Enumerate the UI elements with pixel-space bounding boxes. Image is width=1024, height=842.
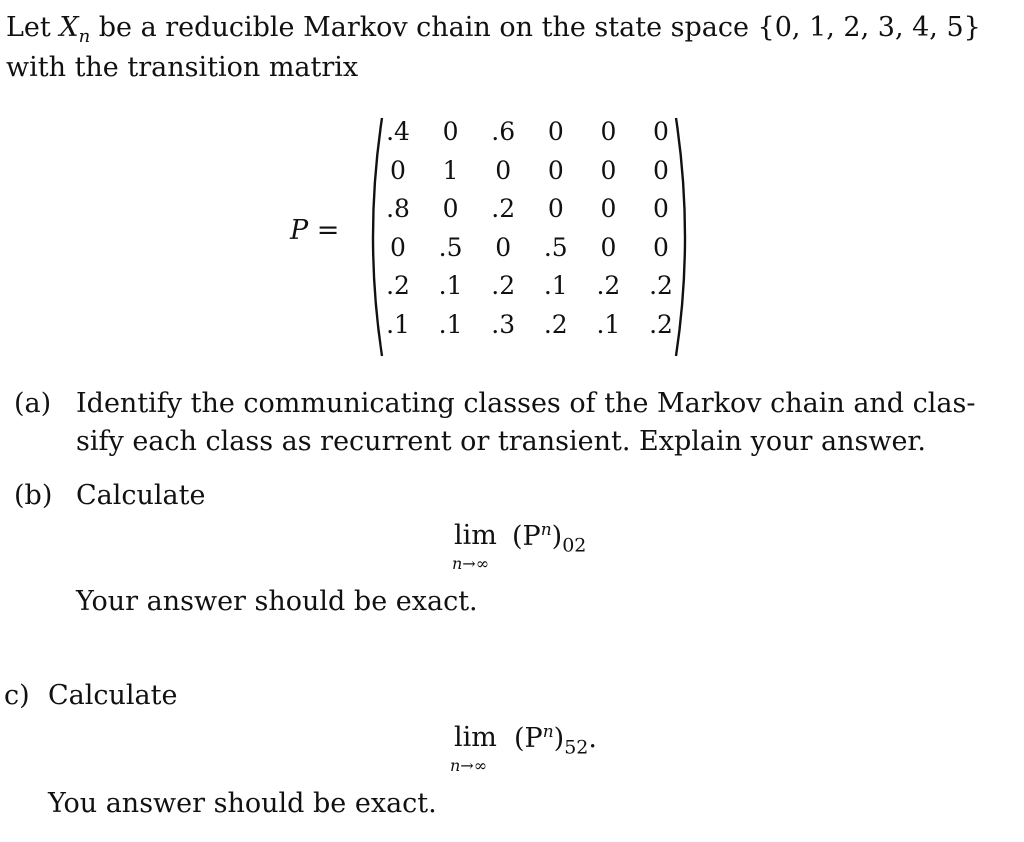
matrix-cell-r2-c2: .2 <box>491 194 516 223</box>
matrix-cell-r4-c5: .2 <box>649 271 673 300</box>
part-c-note: You answer should be exact. <box>48 788 437 819</box>
matrix-cell-r2-c5: 0 <box>653 194 669 223</box>
matrix-cell-r3-c4: 0 <box>600 232 617 262</box>
intro-rest: be a reducible Markov chain on the state space {0, 1, 2, 3, 4, 5} <box>90 12 981 43</box>
matrix-label <box>290 215 339 246</box>
matrix-cell-r3-c0: 0 <box>390 232 406 262</box>
expr-superscript: n <box>542 722 554 742</box>
part-b-note: Your answer should be exact. <box>76 586 478 617</box>
matrix-cell-r5-c5: .2 <box>649 309 673 339</box>
matrix-cell-r4-c0: .2 <box>386 271 410 300</box>
intro-line-2: with the transition matrix <box>6 52 359 83</box>
limit-expression <box>514 722 597 758</box>
matrix-cell-r3-c2: 0 <box>495 232 512 262</box>
lim-word: lim <box>454 722 497 753</box>
matrix-cell-r4-c4: .2 <box>596 271 621 300</box>
intro-prefix: Let <box>6 12 60 43</box>
matrix-cell-r1-c3: 0 <box>547 155 564 185</box>
matrix-cell-r0-c4: 0 <box>600 117 617 146</box>
matrix-cell-r1-c4: 0 <box>600 155 617 185</box>
expr-superscript: n <box>540 520 552 540</box>
matrix-cell-r2-c1: 0 <box>442 194 459 223</box>
matrix-cell-r5-c0: .1 <box>386 309 410 339</box>
matrix-cell-r4-c2: .2 <box>491 271 516 300</box>
expr-close: ) <box>551 521 563 552</box>
part-b-label: (b) <box>14 480 53 511</box>
matrix-cell-r5-c1: .1 <box>438 309 463 339</box>
matrix-cell-r5-c4: .1 <box>596 309 621 339</box>
part-a-label: (a) <box>14 388 52 419</box>
matrix-cell-r0-c1: 0 <box>442 117 459 146</box>
part-a-line-2: sify each class as recurrent or transient. Explain your answer. <box>76 426 926 457</box>
chain-variable-subscript: n <box>78 26 91 48</box>
matrix-cell-r0-c5: 0 <box>653 117 669 146</box>
part-c-label: c) <box>4 680 30 711</box>
matrix-cell-r5-c2: .3 <box>491 309 516 339</box>
expr-subscript: 52 <box>564 736 589 759</box>
intro-line-1 <box>6 12 981 48</box>
lim-subscript: n→∞ <box>452 554 490 573</box>
expr-end: . <box>588 723 597 754</box>
expr-open: (P <box>512 521 541 552</box>
matrix-cell-r2-c0: .8 <box>386 194 410 223</box>
expr-subscript: 02 <box>562 534 587 557</box>
limit-expression <box>512 520 586 556</box>
matrix-cell-r1-c0: 0 <box>390 155 406 185</box>
matrix-cell-r2-c3: 0 <box>547 194 564 223</box>
expr-open: (P <box>514 723 543 754</box>
matrix-cell-r0-c2: .6 <box>491 117 516 146</box>
matrix-cell-r1-c5: 0 <box>653 155 669 185</box>
matrix-cell-r3-c5: 0 <box>653 232 669 262</box>
chain-variable: X <box>59 12 79 43</box>
matrix-cell-r3-c1: .5 <box>438 232 463 262</box>
matrix-cell-r1-c2: 0 <box>495 155 512 185</box>
part-c-heading: Calculate <box>48 680 178 711</box>
matrix-cell-r4-c3: .1 <box>543 271 568 300</box>
matrix-cell-r5-c3: .2 <box>543 309 568 339</box>
expr-close: ) <box>553 723 565 754</box>
matrix-label-text: P = <box>290 215 340 246</box>
part-a-line-1: Identify the communicating classes of the Markov chain and clas- <box>76 388 976 419</box>
matrix-cell-r2-c4: 0 <box>600 194 617 223</box>
matrix-cell-r0-c0: .4 <box>386 117 410 146</box>
matrix-cell-r0-c3: 0 <box>547 117 564 146</box>
part-b-heading: Calculate <box>76 480 206 511</box>
matrix-cell-r4-c1: .1 <box>438 271 463 300</box>
lim-word: lim <box>454 520 497 551</box>
lim-subscript: n→∞ <box>450 756 488 775</box>
matrix-cell-r1-c1: 1 <box>442 155 459 185</box>
matrix-cell-r3-c3: .5 <box>543 232 568 262</box>
